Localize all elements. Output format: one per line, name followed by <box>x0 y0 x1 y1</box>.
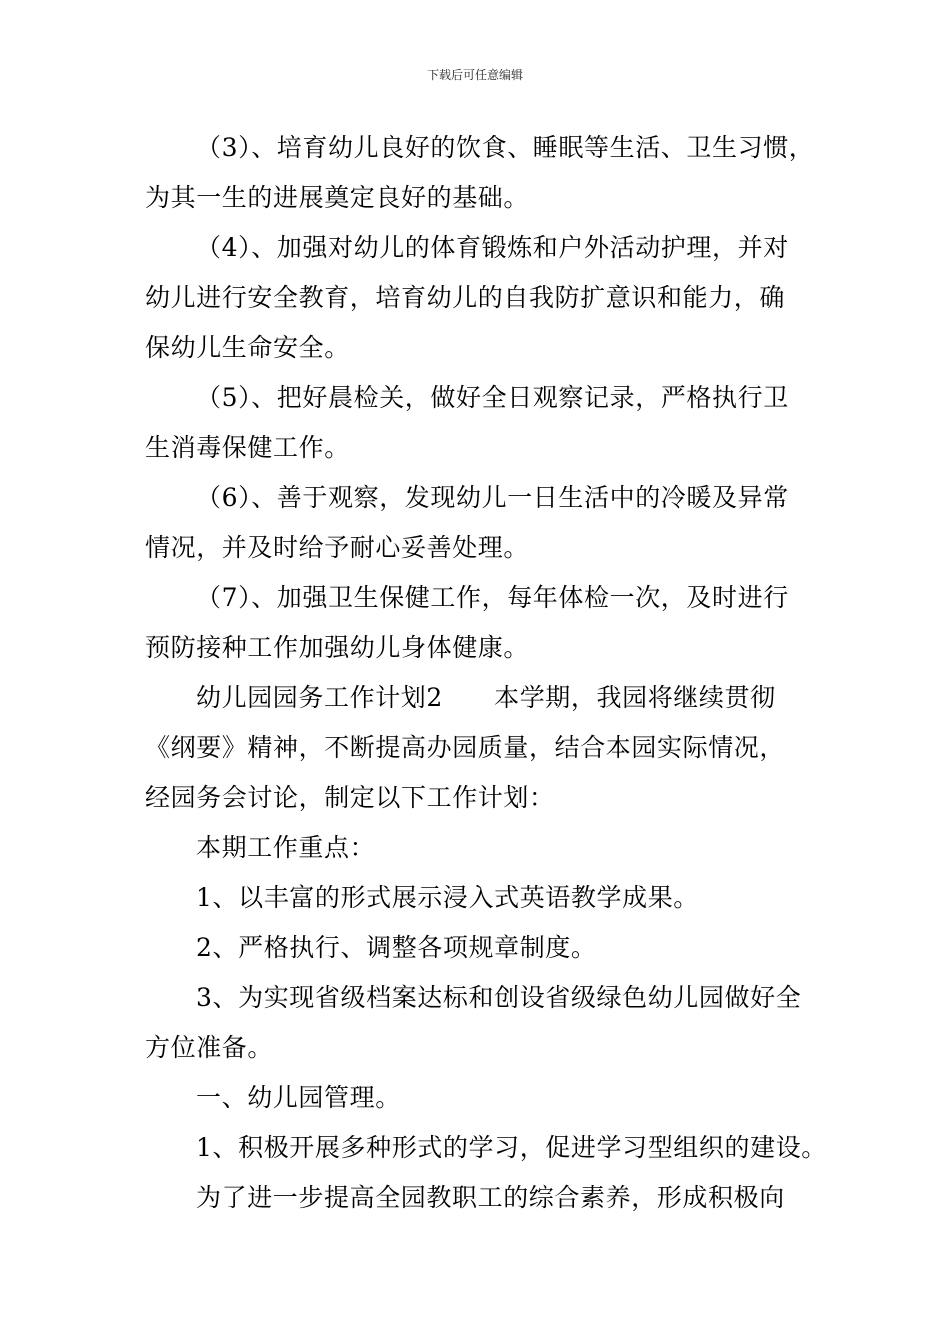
text-line: 3、为实现省级档案达标和创设省级绿色幼儿园做好全 <box>196 983 802 1012</box>
text-line: 1、以丰富的形式展示浸入式英语教学成果。 <box>196 883 699 912</box>
text-line: （3）、培育幼儿良好的饮食、睡眠等生活、卫生习惯， <box>196 133 815 162</box>
text-line: 情况，并及时给予耐心妥善处理。 <box>145 533 530 562</box>
text-line: 保幼儿生命安全。 <box>145 333 350 362</box>
text-line: 2、严格执行、调整各项规章制度。 <box>196 933 597 962</box>
text-line: 生消毒保健工作。 <box>145 433 350 462</box>
text-line: 一、幼儿园管理。 <box>196 1083 401 1112</box>
text-line: 幼儿园园务工作计划2 本学期，我园将继续贯彻 <box>196 683 776 712</box>
page-header: 下载后可任意编辑 <box>426 68 523 82</box>
text-line: （6）、善于观察，发现幼儿一日生活中的冷暖及异常 <box>196 483 789 512</box>
text-line: 方位准备。 <box>145 1033 274 1062</box>
text-line: 预防接种工作加强幼儿身体健康。 <box>145 633 530 662</box>
text-line: 为了进一步提高全园教职工的综合素养，形成积极向 <box>196 1183 785 1212</box>
text-line: 幼儿进行安全教育，培育幼儿的自我防扩意识和能力，确 <box>145 283 786 312</box>
text-line: 为其一生的进展奠定良好的基础。 <box>145 183 530 212</box>
text-line: 本期工作重点： <box>196 833 376 862</box>
text-line: 经园务会讨论，制定以下工作计划： <box>145 783 555 812</box>
text-line: （4）、加强对幼儿的体育锻炼和户外活动护理，并对 <box>196 233 789 262</box>
text-line: 1、积极开展多种形式的学习，促进学习型组织的建设。 <box>196 1133 827 1162</box>
text-line: （5）、把好晨检关，做好全日观察记录，严格执行卫 <box>196 383 789 412</box>
text-line: 《纲要》精神，不断提高办园质量，结合本园实际情况， <box>145 733 786 762</box>
text-line: （7）、加强卫生保健工作，每年体检一次，及时进行 <box>196 583 789 612</box>
